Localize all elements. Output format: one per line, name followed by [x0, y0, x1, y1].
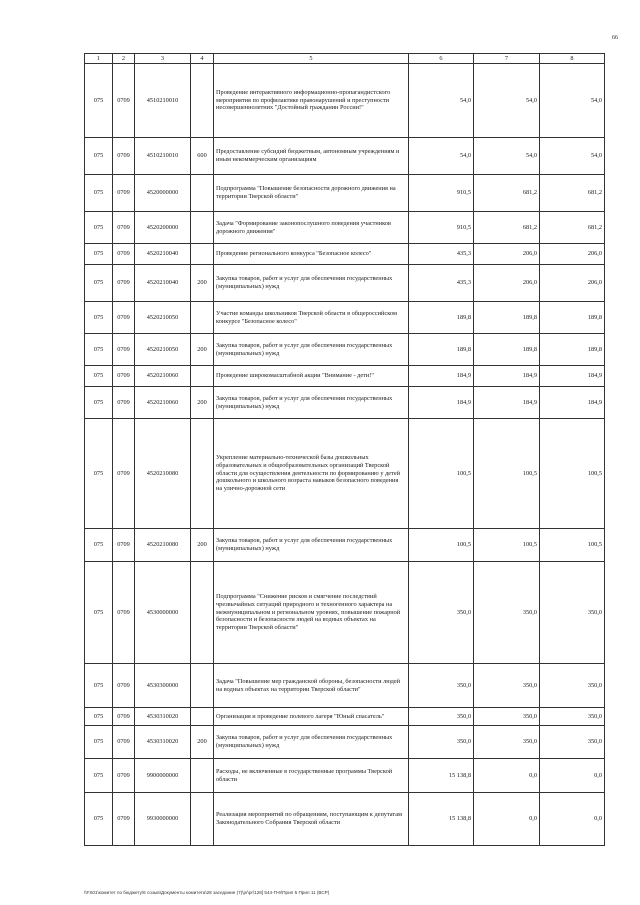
cell-expense-type: [191, 419, 214, 529]
cell-description: Проведение регионального конкурса "Безопасное колесо": [214, 244, 409, 265]
cell-expense-type: 600: [191, 138, 214, 175]
cell-amount-year3: 189,8: [540, 302, 605, 334]
cell-target-article: 4520000000: [135, 175, 191, 212]
cell-amount-year1: 15 138,8: [409, 793, 474, 846]
cell-ministry: 075: [85, 302, 113, 334]
cell-amount-year2: 350,0: [474, 726, 540, 759]
cell-amount-year1: 350,0: [409, 708, 474, 726]
cell-amount-year2: 350,0: [474, 562, 540, 664]
cell-amount-year3: 184,9: [540, 387, 605, 419]
column-header: 6: [409, 54, 474, 64]
cell-amount-year3: 681,2: [540, 175, 605, 212]
cell-amount-year2: 206,0: [474, 244, 540, 265]
cell-section: 0709: [113, 265, 135, 302]
cell-description: Реализация мероприятий по обращениям, поступающим к депутатам Законодательного Собрания Тверской области: [214, 793, 409, 846]
cell-ministry: 075: [85, 759, 113, 793]
cell-amount-year3: 0,0: [540, 759, 605, 793]
cell-description: Задача "Повышение мер гражданской обороны, безопасности людей на водных объектах на территории Тверской области": [214, 664, 409, 708]
table-row: [85, 366, 605, 387]
cell-amount-year2: 681,2: [474, 212, 540, 244]
cell-amount-year1: 189,8: [409, 302, 474, 334]
cell-description: Участие команды школьников Тверской области в общероссийском конкурсе "Безопасное колесо": [214, 302, 409, 334]
cell-expense-type: 200: [191, 529, 214, 562]
cell-description: Закупка товаров, работ и услуг для обеспечения государственных (муниципальных) нужд: [214, 387, 409, 419]
cell-amount-year2: 681,2: [474, 175, 540, 212]
cell-ministry: 075: [85, 562, 113, 664]
cell-amount-year1: 435,3: [409, 244, 474, 265]
header-row: [85, 54, 605, 64]
cell-amount-year3: 100,5: [540, 419, 605, 529]
cell-target-article: 4530310020: [135, 726, 191, 759]
cell-expense-type: [191, 664, 214, 708]
cell-amount-year1: 100,5: [409, 529, 474, 562]
cell-amount-year3: 184,9: [540, 366, 605, 387]
cell-amount-year2: 0,0: [474, 759, 540, 793]
cell-section: 0709: [113, 175, 135, 212]
table-row: [85, 212, 605, 244]
cell-section: 0709: [113, 302, 135, 334]
cell-amount-year2: 100,5: [474, 419, 540, 529]
cell-section: 0709: [113, 726, 135, 759]
cell-amount-year1: 350,0: [409, 726, 474, 759]
cell-ministry: 075: [85, 244, 113, 265]
cell-ministry: 075: [85, 529, 113, 562]
cell-section: 0709: [113, 366, 135, 387]
cell-amount-year3: 350,0: [540, 708, 605, 726]
table-row: [85, 793, 605, 846]
cell-expense-type: 200: [191, 387, 214, 419]
cell-description: Подпрограмма "Снижение рисков и смягчение последствий чрезвычайных ситуаций природного и техногенного характера на межмуниципальном и региональном уровнях, повышение пожарной безопасности и безопасности людей на водных объектах на территории Тверской области": [214, 562, 409, 664]
cell-expense-type: 200: [191, 334, 214, 366]
table-row: [85, 302, 605, 334]
table-row: [85, 419, 605, 529]
table-row: [85, 334, 605, 366]
cell-amount-year2: 189,8: [474, 334, 540, 366]
cell-expense-type: [191, 708, 214, 726]
table-row: [85, 138, 605, 175]
cell-amount-year2: 184,9: [474, 387, 540, 419]
cell-section: 0709: [113, 244, 135, 265]
cell-amount-year3: 206,0: [540, 265, 605, 302]
cell-description: Закупка товаров, работ и услуг для обеспечения государственных (муниципальных) нужд: [214, 265, 409, 302]
cell-description: Задача "Формирование законопослушного поведения участников дорожного движения": [214, 212, 409, 244]
table-row: [85, 175, 605, 212]
cell-section: 0709: [113, 529, 135, 562]
cell-amount-year2: 54,0: [474, 138, 540, 175]
cell-ministry: 075: [85, 664, 113, 708]
cell-ministry: 075: [85, 265, 113, 302]
cell-target-article: 4520210050: [135, 334, 191, 366]
cell-target-article: 4530310020: [135, 708, 191, 726]
table-row: [85, 529, 605, 562]
cell-section: 0709: [113, 419, 135, 529]
table-row: [85, 265, 605, 302]
cell-amount-year3: 54,0: [540, 64, 605, 138]
column-header: 2: [113, 54, 135, 64]
cell-target-article: 4520210040: [135, 244, 191, 265]
cell-amount-year3: 100,5: [540, 529, 605, 562]
cell-expense-type: [191, 562, 214, 664]
cell-amount-year1: 910,5: [409, 212, 474, 244]
cell-target-article: 4530000000: [135, 562, 191, 664]
cell-description: Организация и проведение полевого лагеря "Юный спасатель": [214, 708, 409, 726]
cell-amount-year1: 350,0: [409, 664, 474, 708]
cell-amount-year2: 189,8: [474, 302, 540, 334]
cell-amount-year1: 54,0: [409, 64, 474, 138]
cell-section: 0709: [113, 64, 135, 138]
cell-amount-year3: 54,0: [540, 138, 605, 175]
cell-ministry: 075: [85, 726, 113, 759]
cell-description: Укрепление материально-технической базы дошкольных образовательных и общеобразовательных организаций Тверской области для осуществления деятельности по формированию у детей дошкольного и школьного возраста навыков безопасного поведения на улично-дорожной сети: [214, 419, 409, 529]
cell-amount-year3: 206,0: [540, 244, 605, 265]
cell-amount-year3: 0,0: [540, 793, 605, 846]
cell-amount-year1: 184,9: [409, 366, 474, 387]
cell-description: Подпрограмма "Повышение безопасности дорожного движения на территории Тверской области": [214, 175, 409, 212]
cell-description: Расходы, не включенные в государственные программы Тверской области: [214, 759, 409, 793]
cell-expense-type: [191, 212, 214, 244]
cell-target-article: 4520210060: [135, 387, 191, 419]
cell-target-article: 9900000000: [135, 759, 191, 793]
cell-description: Предоставление субсидий бюджетным, автономным учреждениям и иным некоммерческим организациям: [214, 138, 409, 175]
file-path-footer: \\FS01\комитет по бюджету\6 созыв\Документы комитета\28 заседание (7)\pr\pr\128] 544-П-6\Прил 5 Прил 11 (ВСР): [84, 890, 330, 895]
cell-ministry: 075: [85, 366, 113, 387]
cell-amount-year1: 15 138,8: [409, 759, 474, 793]
cell-description: Закупка товаров, работ и услуг для обеспечения государственных (муниципальных) нужд: [214, 529, 409, 562]
cell-ministry: 075: [85, 708, 113, 726]
cell-expense-type: [191, 64, 214, 138]
cell-section: 0709: [113, 212, 135, 244]
page-number: 66: [612, 35, 618, 41]
cell-target-article: 4520210060: [135, 366, 191, 387]
cell-section: 0709: [113, 664, 135, 708]
cell-section: 0709: [113, 562, 135, 664]
table-row: [85, 387, 605, 419]
cell-amount-year2: 0,0: [474, 793, 540, 846]
budget-table: [84, 53, 605, 846]
cell-amount-year2: 100,5: [474, 529, 540, 562]
table-row: [85, 708, 605, 726]
cell-ministry: 075: [85, 334, 113, 366]
table-row: [85, 664, 605, 708]
cell-section: 0709: [113, 334, 135, 366]
cell-ministry: 075: [85, 387, 113, 419]
cell-expense-type: [191, 793, 214, 846]
cell-expense-type: [191, 302, 214, 334]
cell-amount-year3: 681,2: [540, 212, 605, 244]
cell-amount-year3: 189,8: [540, 334, 605, 366]
column-header: 4: [191, 54, 214, 64]
cell-description: Закупка товаров, работ и услуг для обеспечения государственных (муниципальных) нужд: [214, 334, 409, 366]
column-header: 8: [540, 54, 605, 64]
cell-amount-year2: 206,0: [474, 265, 540, 302]
cell-target-article: 4520210050: [135, 302, 191, 334]
cell-target-article: 4530300000: [135, 664, 191, 708]
cell-amount-year1: 100,5: [409, 419, 474, 529]
cell-target-article: 4510210010: [135, 64, 191, 138]
cell-expense-type: [191, 366, 214, 387]
table-row: [85, 726, 605, 759]
cell-target-article: 4520210080: [135, 529, 191, 562]
cell-amount-year2: 54,0: [474, 64, 540, 138]
cell-amount-year2: 350,0: [474, 708, 540, 726]
column-header: 3: [135, 54, 191, 64]
column-header: 7: [474, 54, 540, 64]
cell-ministry: 075: [85, 212, 113, 244]
cell-amount-year3: 350,0: [540, 562, 605, 664]
cell-expense-type: [191, 175, 214, 212]
cell-ministry: 075: [85, 64, 113, 138]
cell-ministry: 075: [85, 793, 113, 846]
cell-amount-year1: 189,8: [409, 334, 474, 366]
cell-target-article: 4510210010: [135, 138, 191, 175]
column-header: 1: [85, 54, 113, 64]
cell-description: Проведение интерактивного информационно-пропагандистского мероприятия по профилактике правонарушений и преступности несовершеннолетних "Достойный гражданин России!": [214, 64, 409, 138]
cell-amount-year1: 910,5: [409, 175, 474, 212]
cell-expense-type: [191, 759, 214, 793]
cell-amount-year2: 350,0: [474, 664, 540, 708]
cell-amount-year3: 350,0: [540, 664, 605, 708]
cell-section: 0709: [113, 708, 135, 726]
cell-section: 0709: [113, 387, 135, 419]
cell-description: Проведение широкомасштабной акции "Внимание - дети!": [214, 366, 409, 387]
table-row: [85, 759, 605, 793]
cell-section: 0709: [113, 793, 135, 846]
table-row: [85, 562, 605, 664]
cell-expense-type: [191, 244, 214, 265]
cell-amount-year3: 350,0: [540, 726, 605, 759]
cell-target-article: 4520200000: [135, 212, 191, 244]
cell-target-article: 4520210080: [135, 419, 191, 529]
cell-amount-year1: 184,9: [409, 387, 474, 419]
cell-amount-year1: 435,3: [409, 265, 474, 302]
cell-ministry: 075: [85, 175, 113, 212]
cell-ministry: 075: [85, 138, 113, 175]
cell-section: 0709: [113, 138, 135, 175]
table-row: [85, 244, 605, 265]
cell-amount-year1: 54,0: [409, 138, 474, 175]
cell-amount-year2: 184,9: [474, 366, 540, 387]
cell-expense-type: 200: [191, 726, 214, 759]
cell-target-article: 4520210040: [135, 265, 191, 302]
cell-section: 0709: [113, 759, 135, 793]
cell-description: Закупка товаров, работ и услуг для обеспечения государственных (муниципальных) нужд: [214, 726, 409, 759]
table-row: [85, 64, 605, 138]
cell-amount-year1: 350,0: [409, 562, 474, 664]
cell-target-article: 9930000000: [135, 793, 191, 846]
cell-expense-type: 200: [191, 265, 214, 302]
column-header: 5: [214, 54, 409, 64]
cell-ministry: 075: [85, 419, 113, 529]
